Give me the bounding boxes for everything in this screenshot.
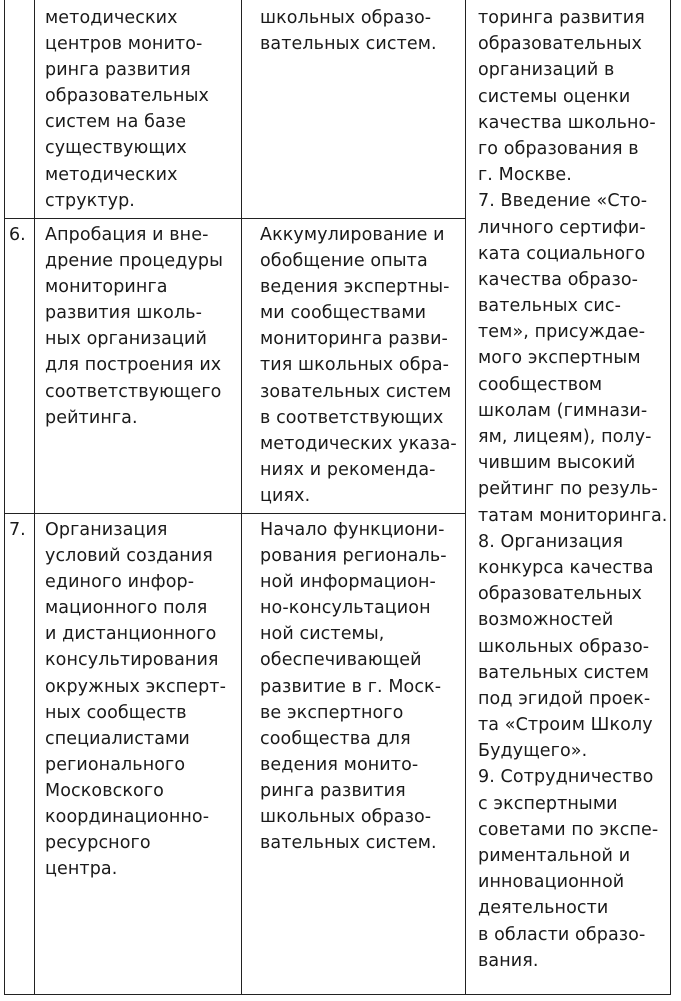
table-border-right — [670, 0, 671, 995]
table-cell-task: методических центров монито- ринга развития образовательных систем на базе существующих методических структур. — [45, 8, 209, 211]
column-divider-result — [465, 0, 466, 995]
row-divider-6 — [4, 218, 465, 219]
row-number: 6. — [9, 225, 26, 245]
table-cell-result: Аккумулирование и обобщение опыта ведения экспертны- ми сообществами мониторинга разви- тия школьных обра- зовательных систем в соответствующих методических указа- ниях и рекоменда- циях. — [260, 225, 457, 506]
row-divider-7 — [4, 513, 465, 514]
column-divider-task — [241, 0, 242, 995]
table-cell-result: Начало функциони- рования региональ- ной информацион- но-консультацион ной системы, обеспечивающей развитие в г. Моск- ве экспертного сообщества для ведения монито- ринга развития школьных образо- вательных систем. — [260, 520, 447, 854]
table-border-left — [4, 0, 5, 995]
table-cell-result: школьных образо- вательных систем. — [260, 8, 437, 55]
table-cell-measures: торинга развития образовательных организаций в системы оценки качества школьно- го образования в г. Москве. 7. Введение «Сто- личного сертифи- ката социального качества образо- вательных сис- тем», присуждае- мого экспертным сообществом школам (гимнази- ям, лицеям), полу- чившим высокий рейтинг по резуль- татам мониторинга. 8. Организация конкурса качества образовательных возможностей школьных образо- вательных систем под эгидой проек- та «Строим Школу Будущего». 9. Сотрудничество с экспертными советами по экспе- риментальной и инновационной деятельности в области образо- вания. — [478, 8, 668, 971]
table-border-bottom — [4, 994, 671, 995]
table-cell-task: Апробация и вне- дрение процедуры мониторинга развития школь- ных организаций для построения их соответствующего рейтинга. — [45, 225, 224, 428]
column-divider-number — [34, 0, 35, 995]
table-cell-task: Организация условий создания единого инфор- мационного поля и дистанционного консультирования окружных эксперт- ных сообществ специалистами регионального Московского координационно- ресурсного центра. — [45, 520, 227, 880]
row-number: 7. — [9, 520, 26, 540]
